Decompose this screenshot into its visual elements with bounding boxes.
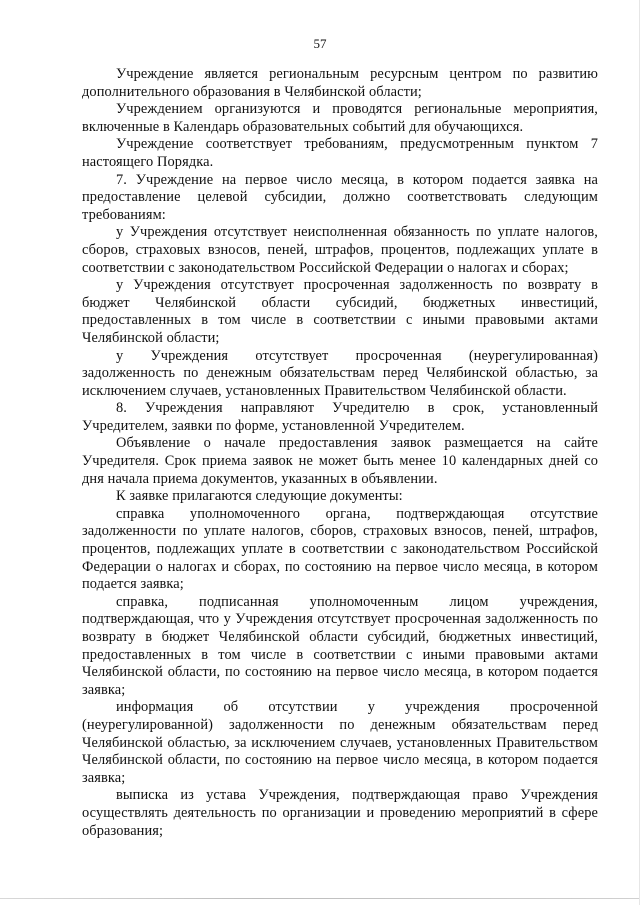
paragraph: К заявке прилагаются следующие документы:: [116, 488, 403, 505]
paragraph: Учреждение соответствует требованиям, предусмотренным пунктом 7 настоящего Порядка.: [82, 136, 598, 170]
paragraph: 8. Учреждения направляют Учредителю в срок, установленный Учредителем, заявки по форме, установленной Учредителем.: [82, 400, 598, 434]
paragraph: информация об отсутствии у учреждения просроченной (неурегулированной) задолженности по денежным обязательствам перед Челябинской областью, за исключением случаев, установленных Правительством Челябинской области, по состоянию на первое число месяца, в котором подается заявка;: [82, 699, 598, 786]
paragraph: у Учреждения отсутствует просроченная задолженность по возврату в бюджет Челябинской области субсидий, бюджетных инвестиций, предоставленных в том числе в соответствии с иными правовыми актами Челябинской области;: [82, 277, 598, 346]
paragraph: справка уполномоченного органа, подтверждающая отсутствие задолженности по уплате налогов, сборов, страховых взносов, пеней, штрафов, процентов, подлежащих уплате в соответствии с законодательством Российской Федерации о налогах и сборах, по состоянию на первое число месяца, в котором подается заявка;: [82, 505, 598, 593]
paragraph: выписка из устава Учреждения, подтверждающая право Учреждения осуществлять деятельность по организации и проведению мероприятий в сфере образования;: [82, 787, 598, 839]
paragraph: у Учреждения отсутствует неисполненная обязанность по уплате налогов, сборов, страховых взносов, пеней, штрафов, процентов, подлежащих уплате в соответствии с законодательством Российской Федерации о налогах и сборах;: [82, 224, 598, 276]
paragraph: справка, подписанная уполномоченным лицом учреждения, подтверждающая, что у Учреждения отсутствует просроченная задолженность по возврату в бюджет Челябинской области субсидий, бюджетных инвестиций, предоставленных в том числе в соответствии с иными правовыми актами Челябинской области, по состоянию на первое число месяца, в котором подается заявка;: [82, 593, 598, 698]
document-body: [82, 66, 598, 840]
paragraph: Учреждение является региональным ресурсным центром по развитию дополнительного образования в Челябинской области;: [82, 66, 598, 100]
paragraph: у Учреждения отсутствует просроченная (неурегулированная) задолженность по денежным обязательствам перед Челябинской областью, за исключением случаев, установленных Правительством Челябинской области.: [82, 347, 598, 399]
page-number: 57: [313, 36, 327, 51]
paragraph: 7. Учреждение на первое число месяца, в котором подается заявка на предоставление целевой субсидии, должно соответствовать следующим требованиям:: [82, 171, 598, 223]
scan-edge-line: [0, 898, 640, 899]
paragraph: Учреждением организуются и проводятся региональные мероприятия, включенные в Календарь образовательных событий для обучающихся.: [82, 101, 598, 135]
paragraph: Объявление о начале предоставления заявок размещается на сайте Учредителя. Срок приема заявок не может быть менее 10 календарных дней со дня начала приема документов, указанных в объявлении.: [82, 435, 598, 487]
